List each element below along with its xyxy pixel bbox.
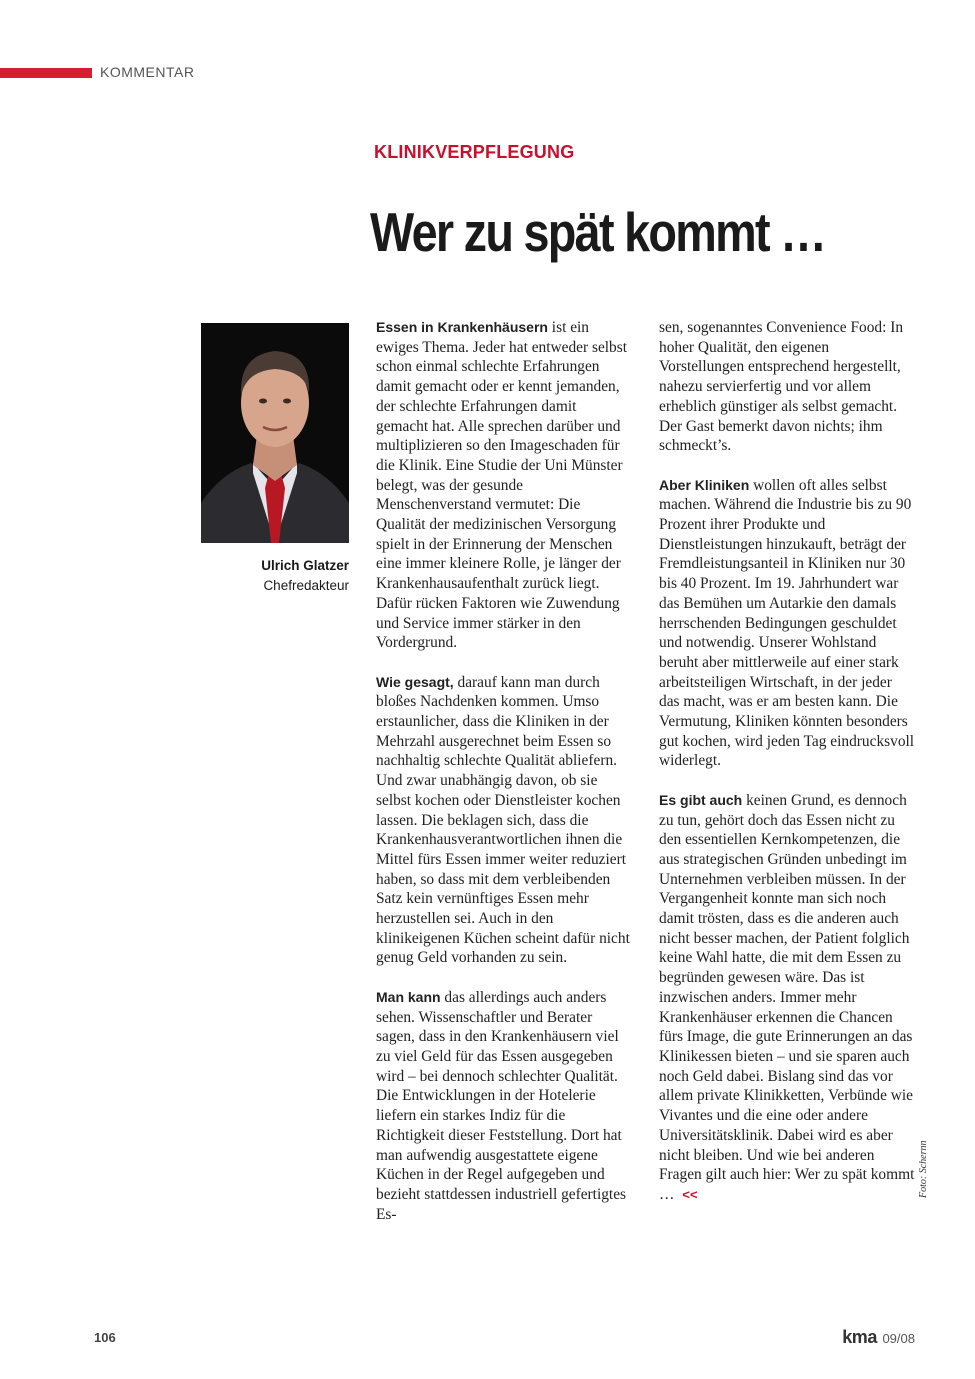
- footer-issue: [842, 1327, 915, 1348]
- paragraph: [376, 673, 632, 969]
- author-name: Ulrich Glatzer: [261, 558, 349, 573]
- paragraph: [376, 988, 632, 1224]
- issue-number: 09/08: [882, 1331, 915, 1346]
- section-rubric: KOMMENTAR: [100, 64, 195, 80]
- paragraph-lead: Aber Kliniken: [659, 476, 750, 493]
- paragraph-text: wollen oft alles selbst machen. Während die Industrie bis zu 90 Prozent ihrer Produkte und Dienstleistungen hinzukauft, beträgt der Fremdleistungsanteil in Kliniken nur 30 bis 40 Prozent. Im 19. Jahrhundert war das Bemühen um Autarkie den damals herrschenden Bedingungen geschuldet und notwendig. Unserer Wohlstand beruht aber mittlerweile auf einer stark arbeitsteiligen Wirtschaft, in der jeder das macht, was er am besten kann. Die Vermutung, Kliniken könnten besonders gut kochen, wird jeden Tag eindrucksvoll widerlegt.: [659, 476, 915, 770]
- paragraph-lead: Man kann: [376, 988, 441, 1005]
- headline: Wer zu spät kommt …: [370, 201, 826, 263]
- kicker: KLINIKVERPFLEGUNG: [374, 142, 575, 162]
- paragraph-lead: Es gibt auch: [659, 791, 743, 808]
- paragraph-text: sen, sogenanntes Convenience Food: In hoher Qualität, den eigenen Vorstellungen entsprechend hergestellt, nahezu servierfertig und vor allem erheblich günstiger als selbst gemacht. Der Gast bemerkt davon nichts; ihm schmeckt’s.: [659, 319, 904, 455]
- portrait-illustration: [201, 323, 349, 543]
- paragraph-lead: Wie gesagt,: [376, 673, 454, 690]
- paragraph-text: darauf kann man durch bloßes Nachdenken kommen. Umso erstaunlicher, dass die Kliniken in der Mehrzahl ausgerechnet beim Essen so nachhaltig schlechte Qualität abliefern. Und zwar unabhängig davon, ob sie selbst kochen oder Dienstleister kochen lassen. Die beklagen sich, dass die Krankenhausverantwortlichen ihnen die Mittel fürs Essen immer weiter reduziert haben, so dass mit dem verbleibenden Satz kein vernünftiges Essen mehr herzustellen sei. Auch in den klinikeigenen Küchen scheint dafür nicht genug Geld vorhanden zu sein.: [376, 673, 630, 967]
- paragraph-text: ist ein ewiges Thema. Jeder hat entweder selbst schon einmal schlechte Erfahrungen damit gemacht oder er kennt jemanden, der schlechte Erfahrungen damit gemacht hat. Alle sprechen darüber und multiplizieren so den Imageschaden für die Klinik. Eine Studie der Uni Münster belegt, was der gesunde Menschenverstand vermutet: Die Qualität der medizinischen Versorgung spielt in der Erinnerung der Menschen eine immer kleinere Rolle, je länger der Krankenhausaufenthalt zurück liegt. Dafür rücken Faktoren wie Zuwendung und Service immer stärker in den Vordergrund.: [376, 319, 628, 652]
- magazine-logo: kma: [842, 1327, 877, 1347]
- paragraph: [659, 476, 915, 772]
- rubric-bar: [0, 68, 92, 78]
- article-column-1: [376, 318, 632, 1244]
- paragraph-text: keinen Grund, es dennoch zu tun, gehört doch das Essen nicht zu den essentiellen Kernkompetenzen, die aus strategischen Gründen unbedingt im Unternehmen verbleiben müssen. In der Vergangenheit konnte man sich noch damit trösten, dass es die anderen auch nicht besser machen, der Patient folglich keine Wahl hatte, die mit dem Essen zu begründen gewesen wäre. Das ist inzwischen anders. Immer mehr Krankenhäuser erkennen die Chancen fürs Image, die gute Erinnerungen an das Klinikessen bieten – und sie sparen auch noch Geld dabei. Bislang sind das vor allem private Klinikketten, Verbünde wie Vivantes und die eine oder andere Universitätsklinik. Dabei wird es aber nicht bleiben. Und wie bei anderen Fragen gilt auch hier: Wer zu spät kommt …: [659, 791, 915, 1203]
- paragraph: [659, 318, 915, 456]
- photo-credit: Foto: Schernn: [918, 1140, 929, 1198]
- paragraph-lead: Essen in Krankenhäusern: [376, 319, 548, 335]
- paragraph: [376, 318, 632, 653]
- article-column-2: [659, 318, 915, 1224]
- paragraph-text: das allerdings auch anders sehen. Wissenschaftler und Berater sagen, dass in den Krankenhäusern viel zu viel Geld für das Essen ausgegeben wird – bei dennoch schlechter Qualität. Die Entwicklungen in der Hotelerie liefern ein starkes Indiz für die Richtigkeit dieser Feststellung. Dort hat man aufwendig ausgestattete eigene Küchen in der Regel aufgegeben und bezieht stattdessen industriell gefertigtes Es-: [376, 988, 627, 1223]
- paragraph: [659, 791, 915, 1205]
- author-caption: [261, 556, 349, 596]
- page-number: 106: [94, 1330, 116, 1345]
- end-mark: <<: [682, 1186, 698, 1202]
- author-role: Chefredakteur: [263, 578, 349, 593]
- author-portrait: [201, 323, 349, 543]
